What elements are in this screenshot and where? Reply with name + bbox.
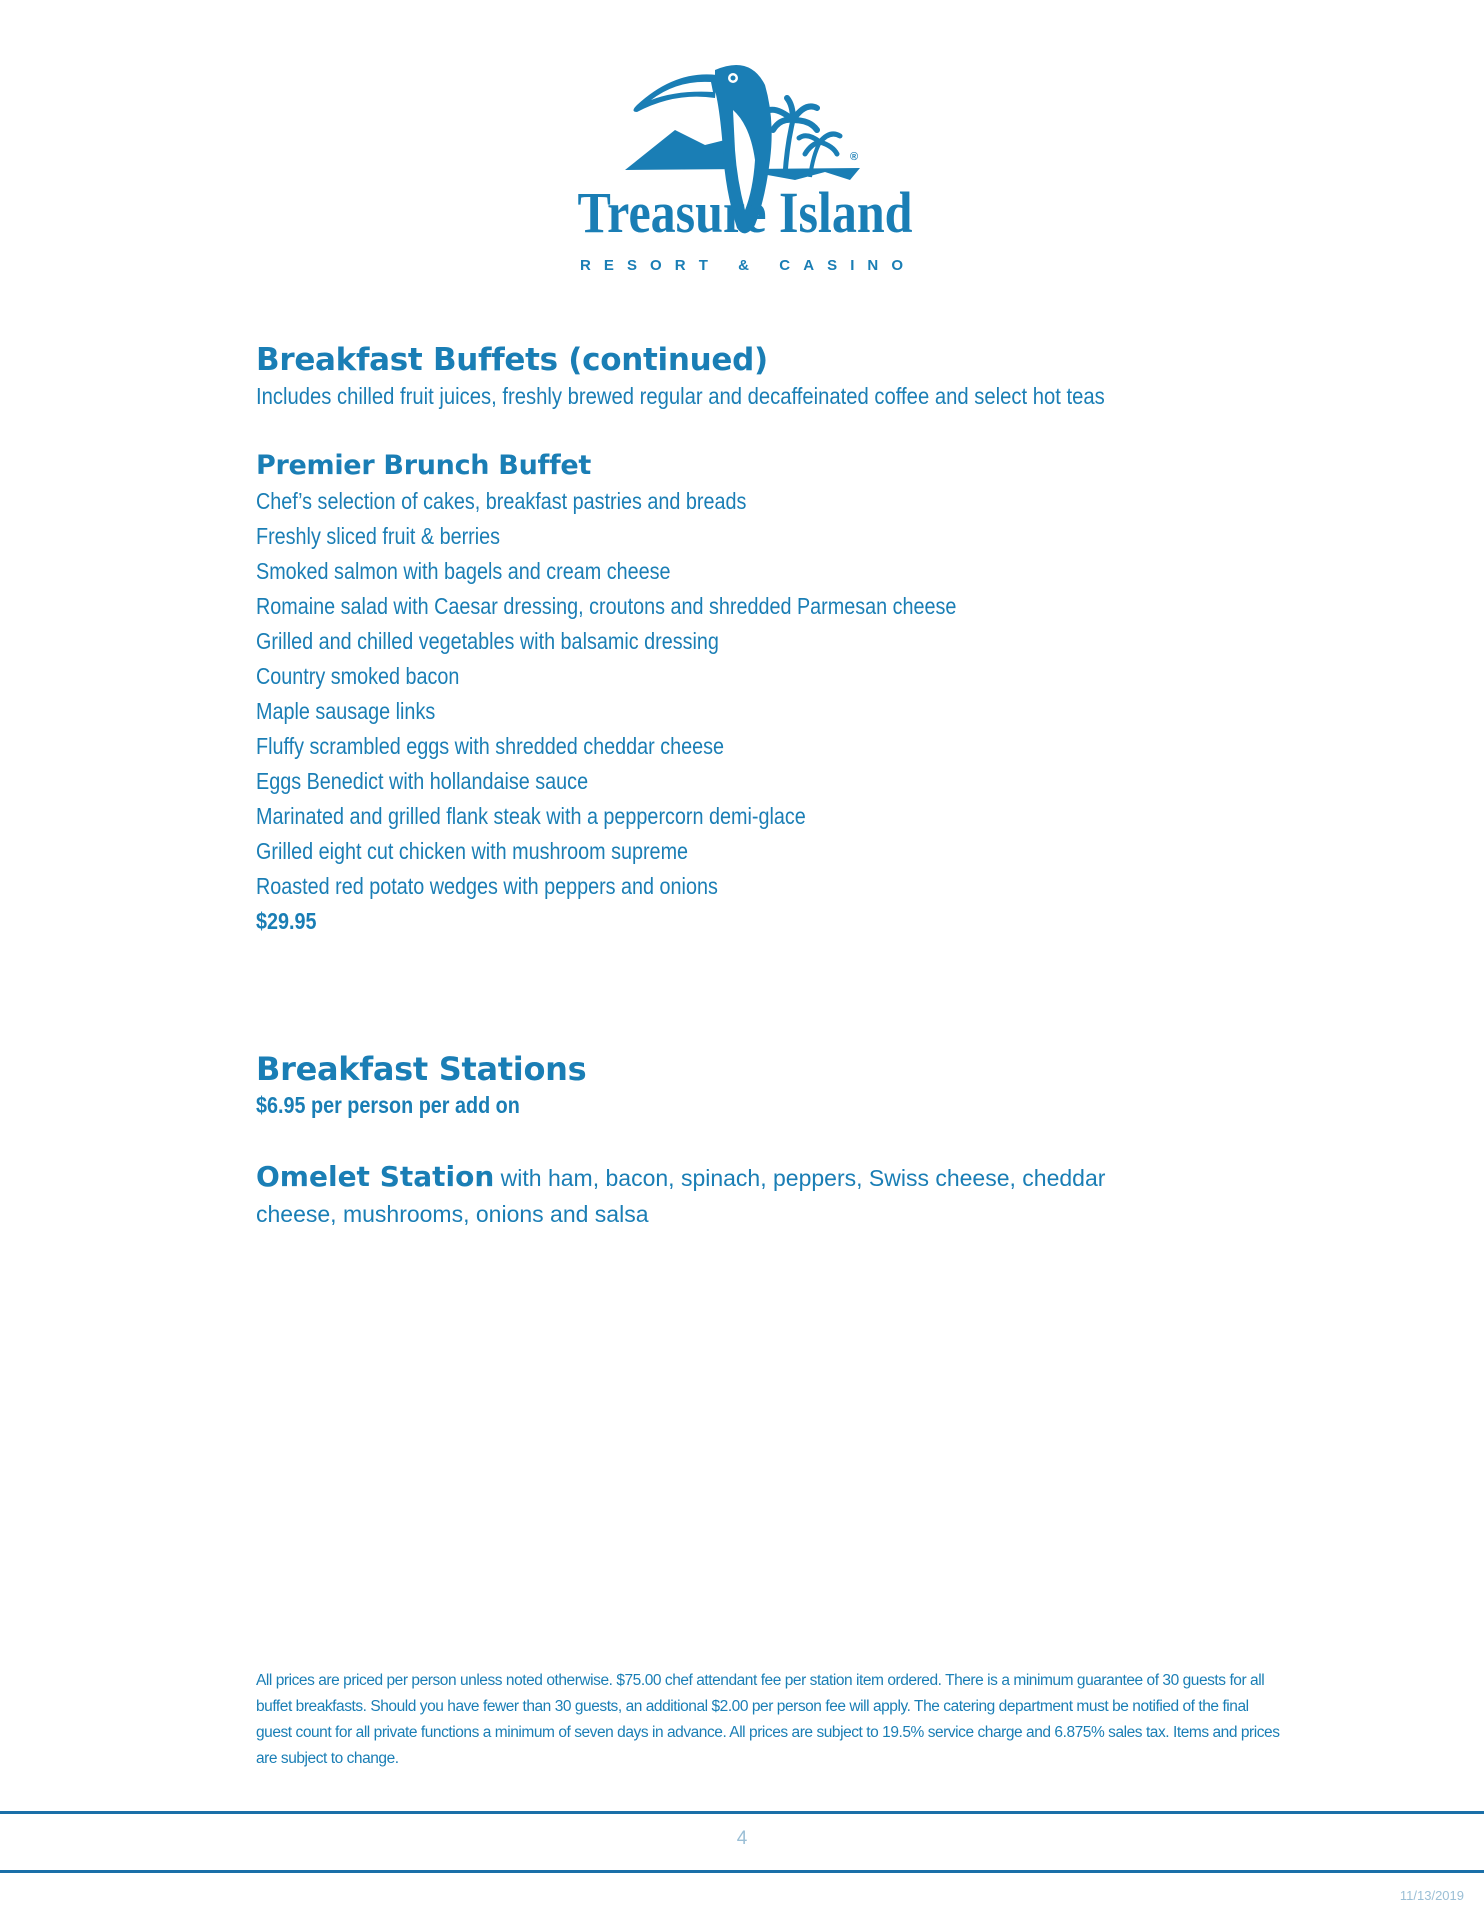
list-item: Eggs Benedict with hollandaise sauce (256, 768, 589, 794)
premier-brunch-price: $29.95 (256, 908, 317, 934)
treasure-island-logo (565, 50, 925, 285)
buffets-intro: Includes chilled fruit juices, freshly brewed regular and decaffeinated coffee and select hot teas (256, 383, 1105, 409)
omelet-station-title: Omelet Station (256, 1160, 495, 1193)
menu-content (256, 340, 1256, 1232)
list-item: Freshly sliced fruit & berries (256, 523, 501, 549)
premier-brunch-heading: Premier Brunch Buffet (256, 450, 592, 481)
revision-date: 11/13/2019 (1399, 1888, 1464, 1903)
list-item: Grilled and chilled vegetables with balsamic dressing (256, 628, 719, 654)
list-item: Romaine salad with Caesar dressing, croutons and shredded Parmesan cheese (256, 593, 957, 619)
registered-mark: ® (850, 151, 859, 163)
fine-print: All prices are priced per person unless noted otherwise. $75.00 chef attendant fee per station item ordered. There is a minimum guarantee of 30 guests for all buffet breakfasts. Should you have fewer than 30 guests, an additional $2.00 per person fee will apply. The catering department must be notified of the final guest count for all private functions a minimum of seven days in advance. All prices are subject to 19.5% service charge and 6.875% sales tax. Items and prices are subject to change. (256, 1672, 1280, 1767)
footer-divider-top (0, 1811, 1484, 1814)
stations-per-person-price: $6.95 per person per add on (256, 1092, 520, 1118)
omelet-station-description: with ham, bacon, spinach, peppers, Swiss cheese, cheddar cheese, mushrooms, onions and salsa (256, 1165, 1106, 1227)
page-number: 4 (736, 1828, 748, 1849)
list-item: Smoked salmon with bagels and cream cheese (256, 558, 671, 584)
stations-heading: Breakfast Stations (256, 1050, 587, 1088)
list-item: Marinated and grilled flank steak with a peppercorn demi-glace (256, 803, 806, 829)
list-item: Chef’s selection of cakes, breakfast pastries and breads (256, 488, 747, 514)
list-item: Roasted red potato wedges with peppers and onions (256, 873, 718, 899)
logo-tagline: RESORT & CASINO (580, 257, 910, 274)
premier-brunch-items (256, 484, 1256, 904)
logo-wordmark: Treasure Island (577, 180, 913, 245)
list-item: Country smoked bacon (256, 663, 460, 689)
omelet-station (256, 1159, 1156, 1232)
buffets-heading: Breakfast Buffets (continued) (256, 342, 768, 378)
list-item: Fluffy scrambled eggs with shredded cheddar cheese (256, 733, 725, 759)
list-item: Maple sausage links (256, 698, 436, 724)
breakfast-stations-section (256, 1049, 1256, 1232)
footer-divider-bottom (0, 1870, 1484, 1873)
list-item: Grilled eight cut chicken with mushroom supreme (256, 838, 689, 864)
